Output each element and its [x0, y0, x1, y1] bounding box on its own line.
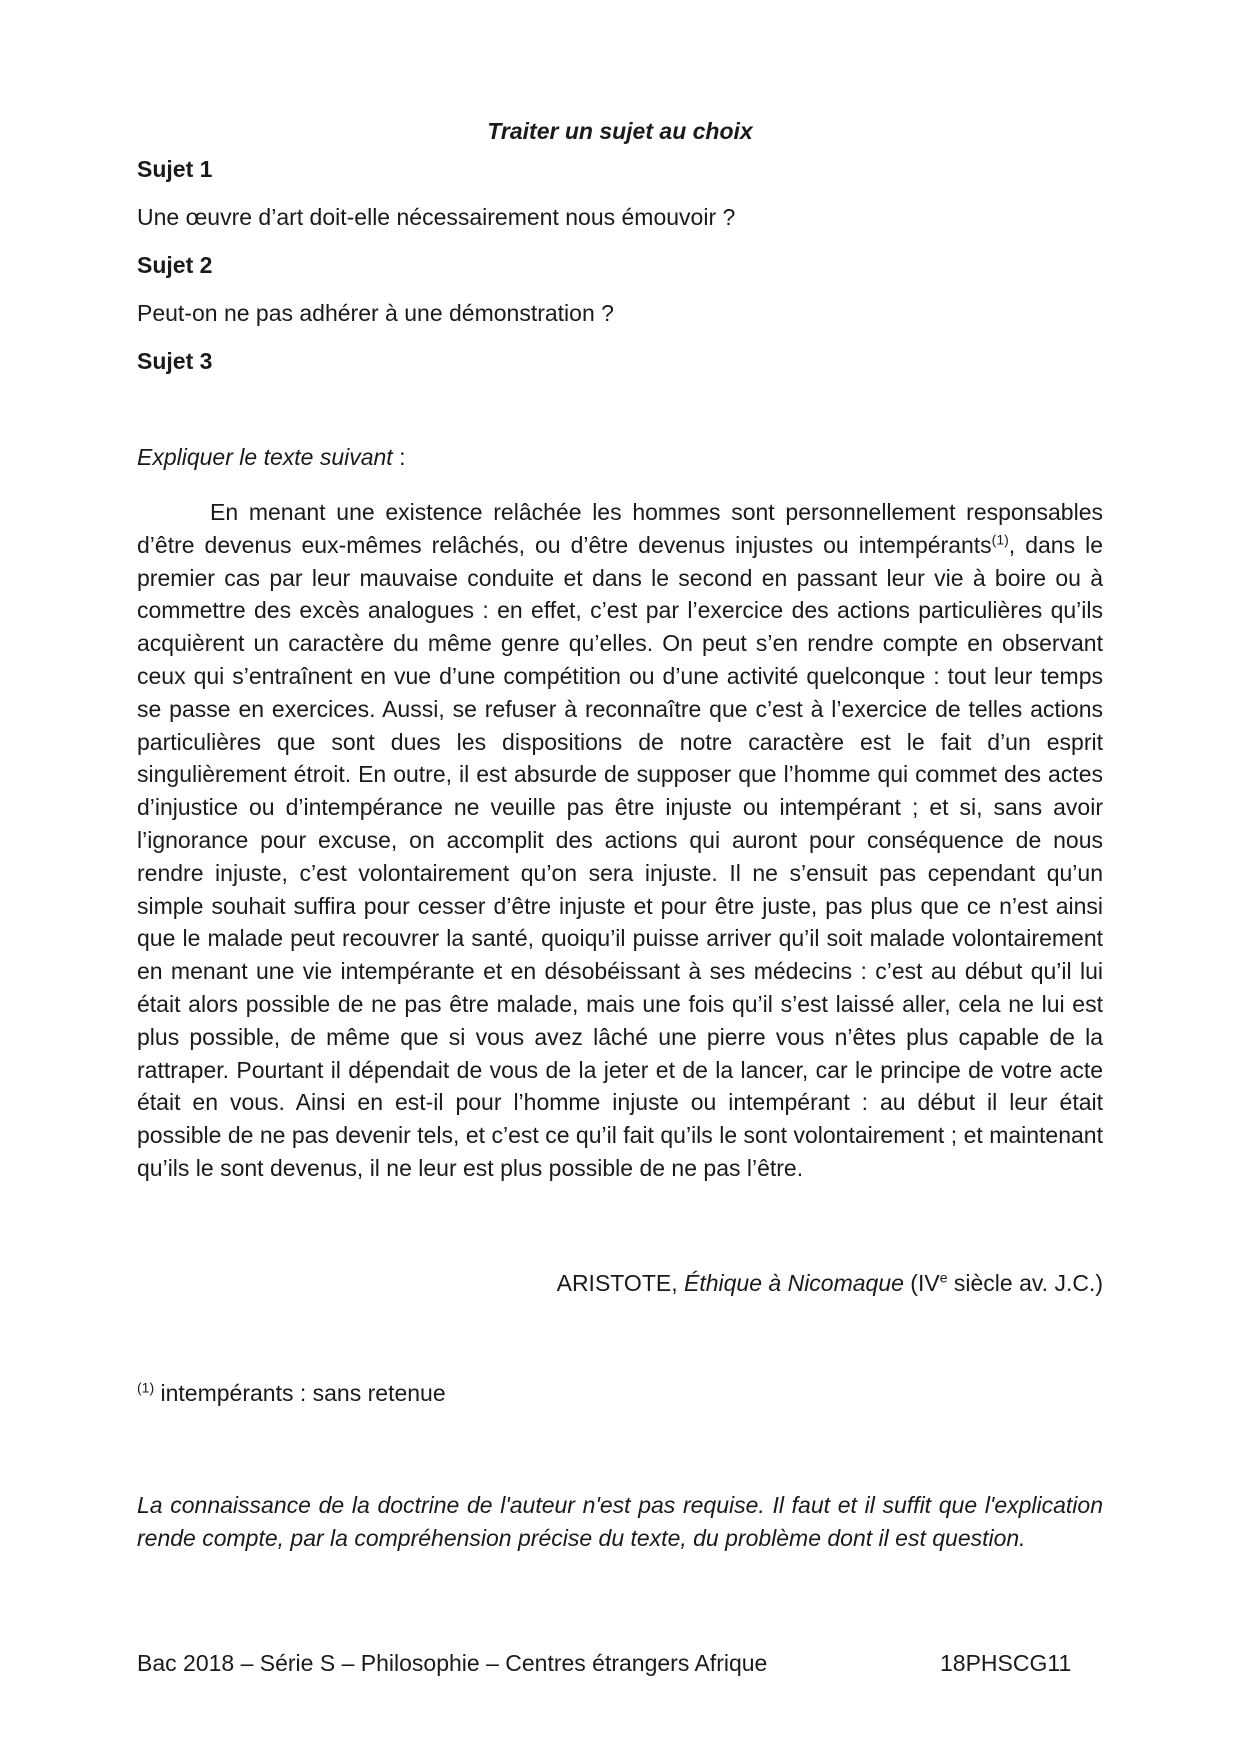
- consigne-italic: Expliquer le texte suivant: [137, 444, 393, 470]
- texte-note-ref: (1): [991, 531, 1009, 548]
- citation-date-sup: e: [939, 1269, 948, 1286]
- footnote-text: intempérants : sans retenue: [154, 1380, 446, 1406]
- footnote-ref: (1): [137, 1379, 155, 1396]
- texte-aristote: [137, 496, 1103, 1185]
- citation: [557, 1270, 1103, 1297]
- consigne-suffix: :: [392, 444, 406, 470]
- citation-work: Éthique à Nicomaque: [684, 1270, 904, 1296]
- footer-code: 18PHSCG11: [940, 1650, 1072, 1676]
- consigne: [137, 444, 405, 471]
- footer-left: Bac 2018 – Série S – Philosophie – Centres étrangers Afrique: [137, 1650, 768, 1676]
- sujet-1-label: Sujet 1: [137, 156, 213, 182]
- sujet-1-text: Une œuvre d’art doit-elle nécessairement nous émouvoir ?: [137, 204, 736, 230]
- texte-part-1: En menant une existence relâchée les hommes sont personnellement responsables d’être devenus eux-mêmes relâchés, ou d’être devenus injustes ou intempérants: [137, 499, 1103, 558]
- footnote: [137, 1380, 446, 1407]
- citation-author: ARISTOTE,: [556, 1270, 684, 1296]
- page-title: Traiter un sujet au choix: [487, 118, 753, 144]
- sujet-2-label: Sujet 2: [137, 252, 213, 278]
- note-finale: La connaissance de la doctrine de l'auteur n'est pas requise. Il faut et il suffit que l'explication rende compte, par la compréhension précise du texte, du problème dont il est question.: [137, 1492, 1103, 1551]
- sujet-2-text: Peut-on ne pas adhérer à une démonstration ?: [137, 300, 614, 326]
- texte-part-2: , dans le premier cas par leur mauvaise conduite et dans le second en passant leur vie à boire ou à commettre des excès analogues : en effet, c’est par l’exercice des actions particulières qu’ils acquièrent un caractère du même genre qu’elles. On peut s’en rendre compte en observant ceux qui s’entraînent en vue d’une compétition ou d’une activité quelconque : tout leur temps se passe en exercices. Aussi, se refuser à reconnaître que c’est à l’exercice de telles actions particulières que sont dues les dispositions de notre caractère est le fait d’un esprit singulièrement étroit. En outre, il est absurde de supposer que l’homme qui commet des actes d’injustice ou d’intempérance ne veuille pas être injuste ou intempérant ; et si, sans avoir l’ignorance pour excuse, on accomplit des actions qui auront pour conséquence de nous rendre injuste, c’est volontairement qu’on sera injuste. Il ne s’ensuit pas cependant qu’un simple souhait suffira pour cesser d’être injuste et pour être juste, pas plus que ce n’est ainsi que le malade peut recouvrer la santé, quoiqu’il puisse arriver qu’il soit malade volontairement en menant une vie intempérante et en désobéissant à ses médecins : c’est au début qu’il lui était alors possible de ne pas être malade, mais une fois qu’il s’est laissé aller, cela ne lui est plus possible, de même que si vous avez lâché une pierre vous n’êtes plus capable de la rattraper. Pourtant il dépendait de vous de la jeter et de la lancer, car le principe de votre acte était en vous. Ainsi en est-il pour l’homme injuste ou intempérant : au début il leur était possible de ne pas devenir tels, et c’est ce qu’il fait qu’ils le sont volontairement ; et maintenant qu’ils le sont devenus, il ne leur est plus possible de ne pas l’être.: [137, 531, 1103, 1181]
- sujet-3-label: Sujet 3: [137, 348, 213, 374]
- citation-date-prefix: (IV: [903, 1270, 940, 1296]
- citation-date-suffix: siècle av. J.C.): [947, 1270, 1103, 1296]
